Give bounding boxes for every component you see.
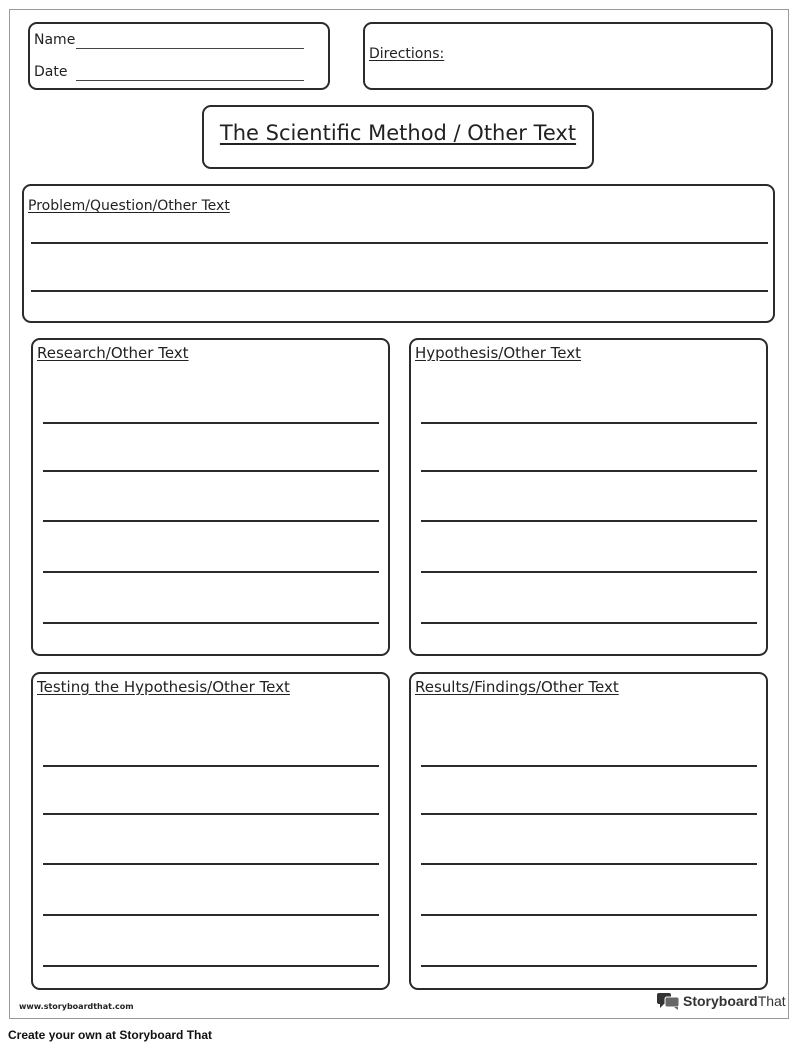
hypothesis-box: [409, 338, 768, 656]
writing-line[interactable]: [43, 520, 379, 522]
writing-line[interactable]: [421, 813, 757, 815]
problem-label: Problem/Question/Other Text: [28, 198, 230, 214]
hypothesis-label: Hypothesis/Other Text: [415, 344, 582, 362]
directions-label: Directions:: [369, 46, 445, 62]
title-box: [202, 105, 594, 169]
writing-line[interactable]: [43, 965, 379, 967]
writing-line[interactable]: [31, 242, 768, 244]
writing-line[interactable]: [421, 571, 757, 573]
date-label: Date: [34, 64, 68, 80]
writing-line[interactable]: [421, 520, 757, 522]
testing-box: [31, 672, 390, 990]
name-label: Name: [34, 32, 76, 48]
results-box: [409, 672, 768, 990]
writing-line[interactable]: [43, 863, 379, 865]
directions-box: [363, 22, 773, 90]
footer-url: www.storyboardthat.com: [19, 1002, 134, 1011]
date-line[interactable]: [76, 80, 304, 81]
writing-line[interactable]: [43, 571, 379, 573]
page-title: The Scientific Method / Other Text: [219, 121, 577, 145]
writing-line[interactable]: [421, 965, 757, 967]
writing-line[interactable]: [31, 290, 768, 292]
writing-line[interactable]: [43, 470, 379, 472]
writing-line[interactable]: [421, 863, 757, 865]
writing-line[interactable]: [421, 622, 757, 624]
writing-line[interactable]: [421, 765, 757, 767]
create-your-own-link[interactable]: Create your own at Storyboard That: [8, 1028, 213, 1042]
writing-line[interactable]: [421, 470, 757, 472]
writing-line[interactable]: [421, 914, 757, 916]
testing-label: Testing the Hypothesis/Other Text: [37, 678, 290, 696]
writing-line[interactable]: [43, 422, 379, 424]
name-date-box: [28, 22, 330, 90]
writing-line[interactable]: [43, 765, 379, 767]
writing-line[interactable]: [43, 914, 379, 916]
writing-line[interactable]: [421, 422, 757, 424]
writing-line[interactable]: [43, 622, 379, 624]
storyboard-that-logo-icon: [656, 992, 680, 1010]
research-box: [31, 338, 390, 656]
brand-name: StoryboardThat: [683, 993, 786, 1009]
name-line[interactable]: [76, 48, 304, 49]
problem-box: [22, 184, 775, 323]
storyboard-that-brand[interactable]: [656, 992, 786, 1010]
writing-line[interactable]: [43, 813, 379, 815]
results-label: Results/Findings/Other Text: [415, 678, 619, 696]
research-label: Research/Other Text: [37, 344, 189, 362]
